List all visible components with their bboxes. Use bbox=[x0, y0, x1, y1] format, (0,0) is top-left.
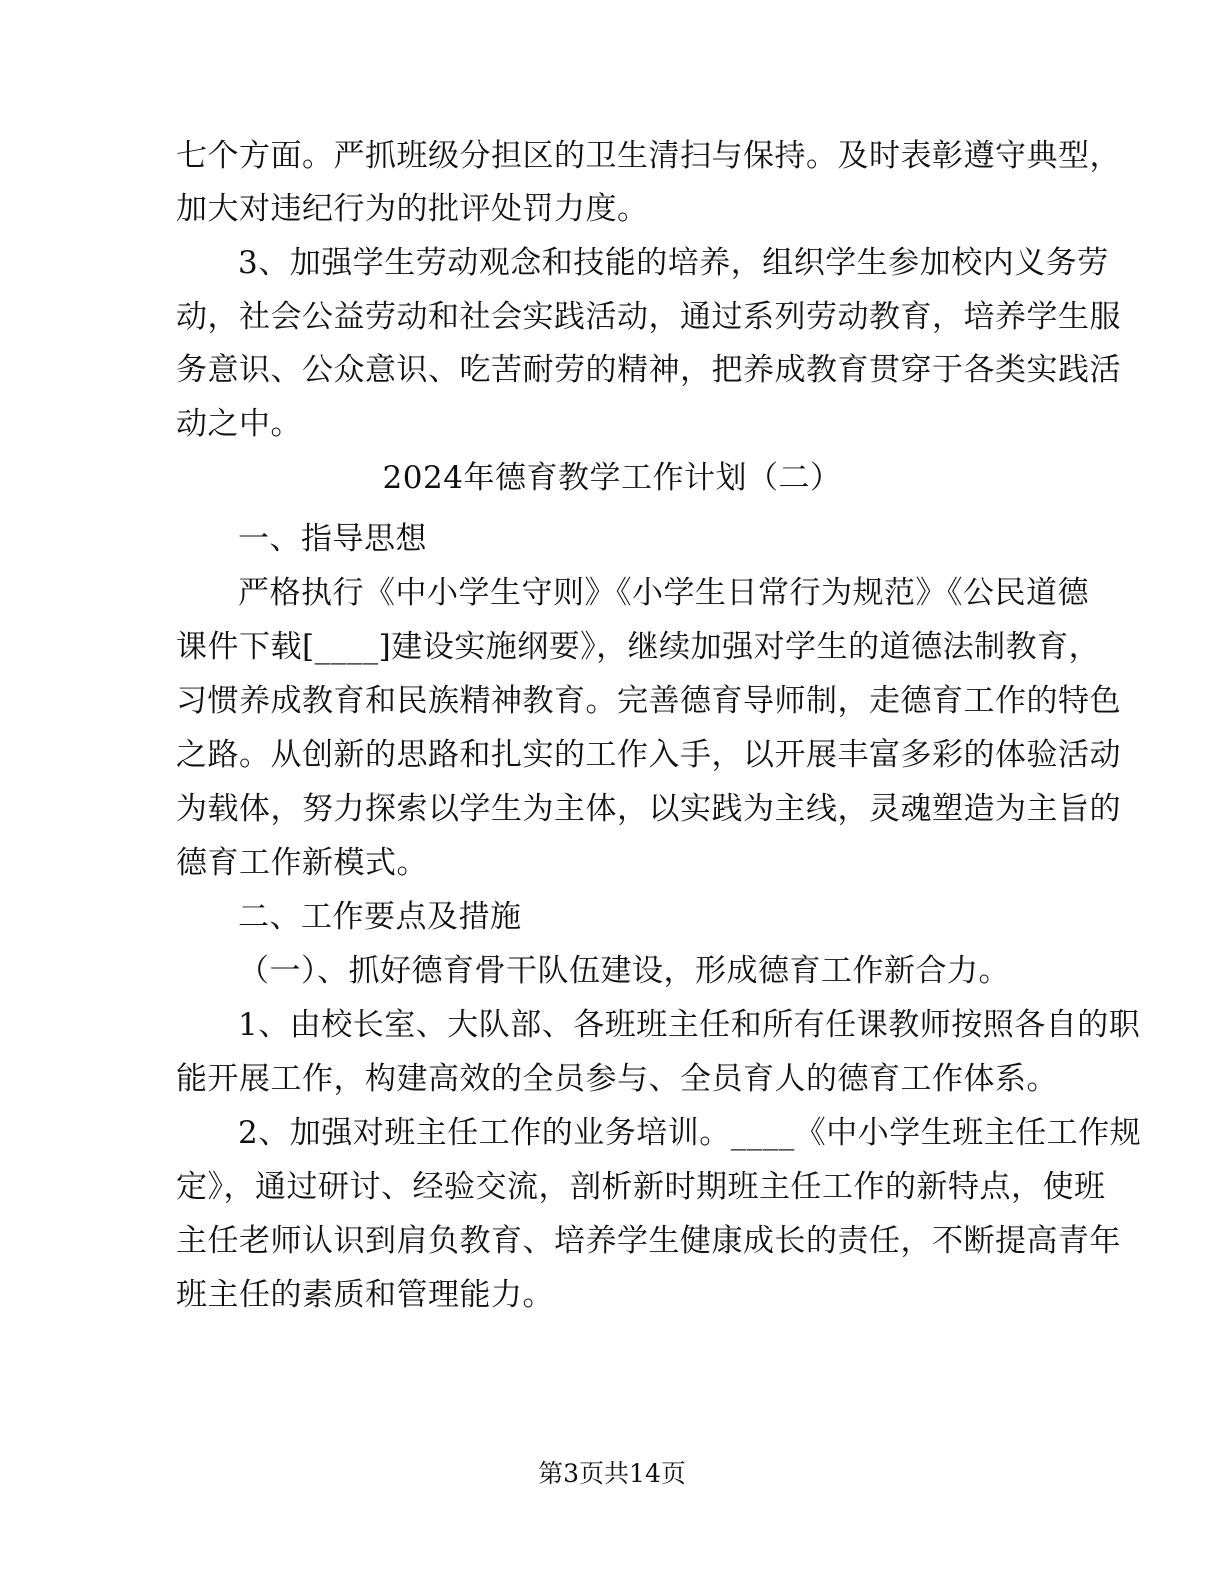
body-line: 习惯养成教育和民族精神教育。完善德育导师制，走德育工作的特色 bbox=[176, 683, 1121, 719]
section-heading: 一、指导思想 bbox=[238, 521, 427, 557]
body-line: 能开展工作，构建高效的全员参与、全员育人的德育工作体系。 bbox=[176, 1061, 1058, 1097]
body-line: 加大对违纪行为的批评处罚力度。 bbox=[176, 191, 649, 227]
section-title: 2024年德育教学工作计划（二） bbox=[382, 460, 842, 496]
body-line: 七个方面。严抓班级分担区的卫生清扫与保持。及时表彰遵守典型， bbox=[176, 138, 1121, 174]
body-line: 班主任的素质和管理能力。 bbox=[176, 1277, 554, 1313]
body-line: 3、加强学生劳动观念和技能的培养，组织学生参加校内义务劳 bbox=[238, 245, 1109, 281]
body-line: 课件下载[____]建设实施纲要》，继续加强对学生的道德法制教育， bbox=[176, 629, 1101, 665]
body-line: 定》，通过研讨、经验交流，剖析新时期班主任工作的新特点，使班 bbox=[176, 1169, 1106, 1205]
body-line: 动之中。 bbox=[176, 406, 302, 442]
body-line: 德育工作新模式。 bbox=[176, 845, 428, 881]
body-line: 务意识、公众意识、吃苦耐劳的精神，把养成教育贯穿于各类实践活 bbox=[176, 352, 1121, 388]
body-line: 1、由校长室、大队部、各班班主任和所有任课教师按照各自的职 bbox=[238, 1007, 1141, 1043]
subsection-heading: （一）、抓好德育骨干队伍建设，形成德育工作新合力。 bbox=[238, 953, 1010, 989]
body-line: 之路。从创新的思路和扎实的工作入手，以开展丰富多彩的体验活动 bbox=[176, 737, 1121, 773]
page-number-footer: 第3页共14页 bbox=[538, 1459, 686, 1488]
body-line: 动，社会公益劳动和社会实践活动，通过系列劳动教育，培养学生服 bbox=[176, 299, 1121, 335]
body-line: 主任老师认识到肩负教育、培养学生健康成长的责任，不断提高青年 bbox=[176, 1223, 1121, 1259]
section-heading: 二、工作要点及措施 bbox=[238, 899, 522, 935]
body-line: 严格执行《中小学生守则》《小学生日常行为规范》《公民道德 bbox=[238, 575, 1089, 611]
body-line: 为载体，努力探索以学生为主体，以实践为主线，灵魂塑造为主旨的 bbox=[176, 791, 1121, 827]
body-line: 2、加强对班主任工作的业务培训。____《中小学生班主任工作规 bbox=[238, 1115, 1142, 1151]
